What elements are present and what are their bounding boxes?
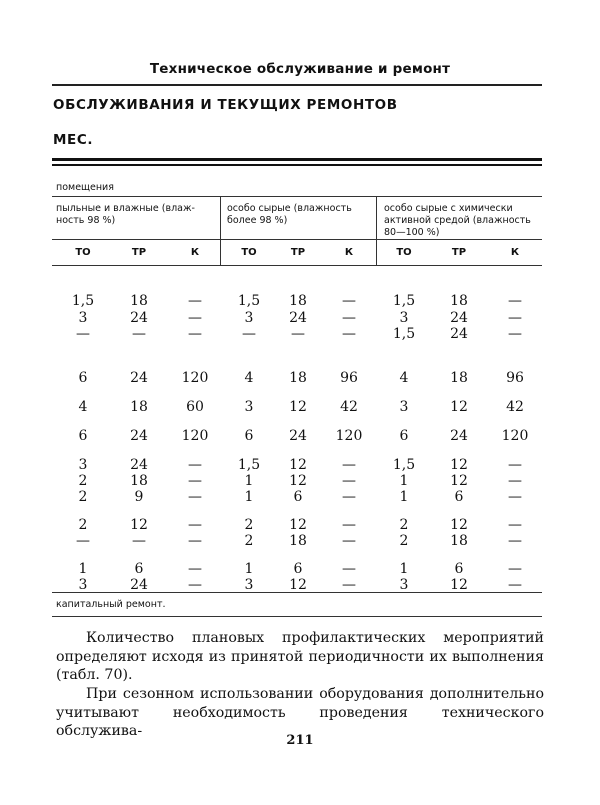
table-cell: 3 (399, 399, 409, 415)
subheader-k: К (190, 247, 200, 258)
table-cell: 18 (130, 399, 148, 415)
table-cell: 1 (244, 473, 254, 489)
table-cell: 3 (78, 577, 88, 593)
table-cell: 6 (454, 489, 464, 505)
table-cell: 1 (78, 561, 88, 577)
table-cell: 2 (244, 517, 254, 533)
table-cell: — (508, 561, 522, 577)
subheader-tr: ТР (451, 247, 467, 258)
table-cell: 2 (78, 517, 88, 533)
table-cell: — (188, 577, 202, 593)
table-cell: 12 (450, 399, 468, 415)
table-column-divider (220, 239, 221, 266)
table-cell: 18 (130, 293, 148, 309)
table-cell: — (342, 326, 356, 342)
table-cell: 12 (289, 399, 307, 415)
table-cell: 2 (244, 533, 254, 549)
table-cell: 24 (130, 370, 148, 386)
table-rule (52, 592, 542, 593)
subheader-tr: ТР (131, 247, 147, 258)
table-cell: 6 (454, 561, 464, 577)
table-cell: 2 (399, 533, 409, 549)
table-cell: 18 (450, 370, 468, 386)
table-cell: 24 (130, 457, 148, 473)
table-cell: 1,5 (392, 457, 416, 473)
table-cell: — (508, 326, 522, 342)
table-cell: 120 (335, 428, 363, 444)
table-cell: 6 (78, 370, 88, 386)
table-cell: 6 (78, 428, 88, 444)
table-cell: — (188, 473, 202, 489)
table-bottom-rule (52, 616, 542, 617)
table-cell: 9 (134, 489, 144, 505)
table-cell: — (132, 533, 146, 549)
table-cell: 12 (289, 517, 307, 533)
table-cell: 3 (244, 310, 254, 326)
table-cell: — (342, 293, 356, 309)
table-cell: 2 (399, 517, 409, 533)
table-cell: 120 (181, 428, 209, 444)
table-cell: 1 (399, 473, 409, 489)
table-cell: — (188, 326, 202, 342)
table-cell: 120 (501, 428, 529, 444)
table-column-divider (376, 239, 377, 266)
table-cell: — (188, 310, 202, 326)
table-cell: 6 (399, 428, 409, 444)
table-cell: 42 (340, 399, 358, 415)
table-cell: 1 (399, 489, 409, 505)
table-cell: 6 (293, 489, 303, 505)
table-top-rule-double (52, 164, 542, 166)
table-cell: 3 (78, 310, 88, 326)
table-cell: — (188, 517, 202, 533)
paragraph-1: Количество плановых профилактических мероприятий определяют исходя из принятой периодичности их выполнения (табл. 70). (56, 630, 544, 683)
subheader-to: ТО (241, 247, 257, 258)
table-cell: 24 (450, 310, 468, 326)
table-cell: 96 (340, 370, 358, 386)
table-cell: 18 (289, 370, 307, 386)
table-cell: — (508, 310, 522, 326)
table-cell: — (508, 473, 522, 489)
table-cell: — (342, 457, 356, 473)
table-cell: 1,5 (392, 293, 416, 309)
table-cell: 6 (134, 561, 144, 577)
table-cell: — (342, 533, 356, 549)
table-footnote: капитальный ремонт. (56, 599, 166, 610)
table-cell: — (342, 577, 356, 593)
table-title-line-2: МЕС. (53, 132, 94, 148)
table-cell: 24 (130, 577, 148, 593)
table-cell: 18 (289, 293, 307, 309)
table-top-rule (52, 158, 542, 161)
table-cell: 4 (244, 370, 254, 386)
table-cell: 12 (450, 577, 468, 593)
table-cell: 24 (450, 428, 468, 444)
table-cell: 3 (399, 310, 409, 326)
table-cell: — (342, 473, 356, 489)
table-cell: 1 (399, 561, 409, 577)
subheader-to: ТО (396, 247, 412, 258)
table-cell: — (342, 517, 356, 533)
table-cell: — (132, 326, 146, 342)
table-cell: — (291, 326, 305, 342)
table-cell: 3 (399, 577, 409, 593)
table-cell: 2 (78, 473, 88, 489)
table-cell: — (188, 489, 202, 505)
table-cell: 3 (244, 399, 254, 415)
table-rule (52, 239, 542, 240)
table-cell: — (508, 293, 522, 309)
table-cell: 24 (289, 310, 307, 326)
table-cell: 6 (244, 428, 254, 444)
table-cell: 18 (450, 293, 468, 309)
page-number: 211 (286, 733, 314, 748)
table-cell: 4 (78, 399, 88, 415)
table-cell: 24 (130, 428, 148, 444)
table-cell: 1,5 (392, 326, 416, 342)
table-cell: — (76, 533, 90, 549)
subheader-to: ТО (75, 247, 91, 258)
table-cell: 1,5 (71, 293, 95, 309)
table-title-line-1: ОБСЛУЖИВАНИЯ И ТЕКУЩИХ РЕМОНТОВ (53, 97, 398, 113)
table-cell: 4 (399, 370, 409, 386)
table-cell: — (76, 326, 90, 342)
subheader-tr: ТР (290, 247, 306, 258)
table-cell: 42 (506, 399, 524, 415)
table-cell: — (508, 489, 522, 505)
table-cell: — (242, 326, 256, 342)
paragraph-2: При сезонном использовании оборудования дополнительно учитывают необходимость проведения технического обслужива- (56, 686, 544, 739)
table-cell: 24 (130, 310, 148, 326)
table-cell: — (508, 517, 522, 533)
table-cell: — (508, 577, 522, 593)
table-cell: — (188, 293, 202, 309)
table-cell: 96 (506, 370, 524, 386)
table-cell: 1 (244, 489, 254, 505)
table-cell: 60 (186, 399, 204, 415)
table-cell: 3 (78, 457, 88, 473)
table-cell: 12 (450, 473, 468, 489)
group-header-chemical: особо сырые с химически активной средой (влажность 80—100 %) (384, 203, 531, 238)
table-cell: 120 (181, 370, 209, 386)
table-cell: 12 (450, 457, 468, 473)
table-cell: 12 (289, 473, 307, 489)
subheader-k: К (344, 247, 354, 258)
table-cell: — (188, 533, 202, 549)
table-cell: — (188, 561, 202, 577)
table-cell: — (342, 489, 356, 505)
table-cell: 12 (289, 577, 307, 593)
table-cell: — (342, 561, 356, 577)
table-cell: 1,5 (237, 457, 261, 473)
subheader-k: К (510, 247, 520, 258)
table-cell: — (508, 457, 522, 473)
table-cell: 12 (289, 457, 307, 473)
group-header-extra-damp: особо сырые (влажность более 98 %) (227, 203, 352, 226)
premises-label: помещения (56, 182, 114, 193)
table-cell: 18 (289, 533, 307, 549)
table-rule (52, 196, 542, 197)
table-cell: 24 (289, 428, 307, 444)
running-title: Техническое обслуживание и ремонт (149, 61, 451, 77)
table-cell: 24 (450, 326, 468, 342)
table-cell: 1 (244, 561, 254, 577)
table-cell: — (342, 310, 356, 326)
header-rule (52, 84, 542, 86)
table-cell: 18 (130, 473, 148, 489)
table-cell: 2 (78, 489, 88, 505)
table-cell: 6 (293, 561, 303, 577)
table-cell: 12 (450, 517, 468, 533)
table-cell: — (188, 457, 202, 473)
table-cell: 12 (130, 517, 148, 533)
table-cell: — (508, 533, 522, 549)
table-rule (52, 265, 542, 266)
table-cell: 1,5 (237, 293, 261, 309)
table-cell: 3 (244, 577, 254, 593)
table-cell: 18 (450, 533, 468, 549)
group-header-dusty-humid: пыльные и влажные (влаж- ность 98 %) (56, 203, 195, 226)
